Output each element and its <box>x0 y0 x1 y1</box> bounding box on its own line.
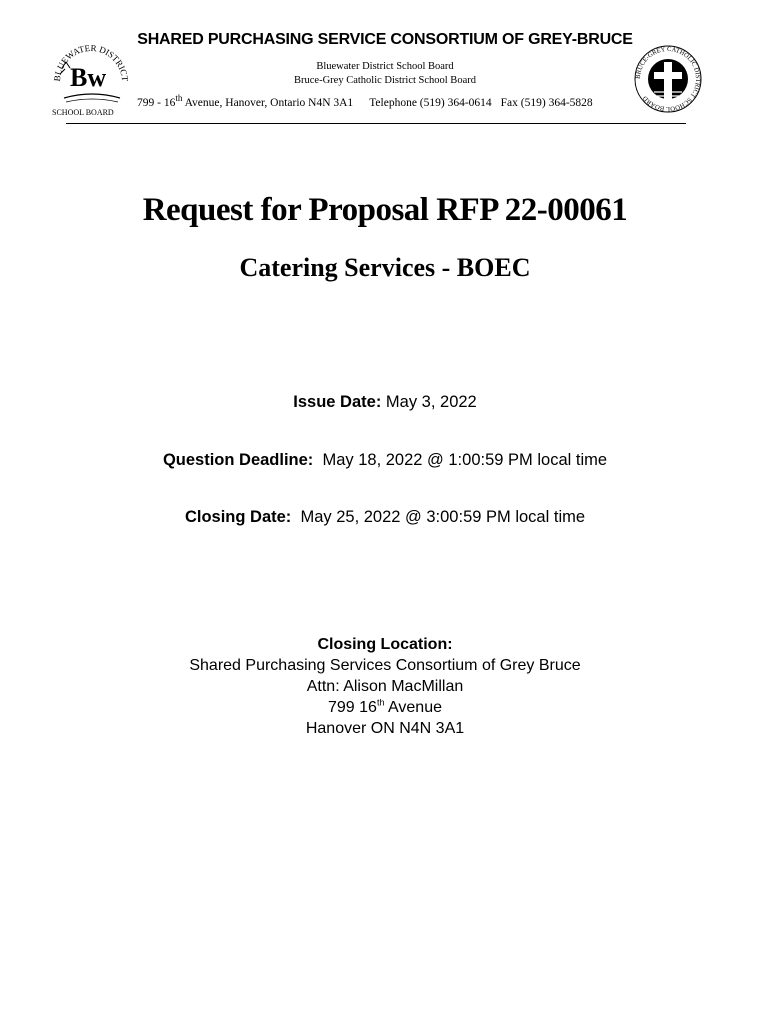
bluewater-logo-bottom-text: SCHOOL BOARD <box>52 108 114 117</box>
catholic-logo-arc-text: BRUCE-GREY CATHOLIC DISTRICT SCHOOL BOARD <box>634 45 702 113</box>
board-name-bruce-grey: Bruce-Grey Catholic District School Board <box>294 75 476 86</box>
board-name-bluewater: Bluewater District School Board <box>316 61 454 72</box>
question-deadline-value: May 18, 2022 @ 1:00:59 PM local time <box>313 451 608 469</box>
bluewater-logo-arc-text: BLUEWATER DISTRICT <box>52 42 130 82</box>
header-divider <box>66 123 686 124</box>
closing-location <box>0 634 770 739</box>
closing-location-line1: Shared Purchasing Services Consortium of Grey Bruce <box>189 657 581 674</box>
closing-date-label: Closing Date: <box>184 508 292 526</box>
location-street-ordinal: th <box>376 697 385 708</box>
address-rest: Avenue, Hanover, Ontario N4N 3A1 <box>182 97 354 109</box>
issue-date-value: May 3, 2022 <box>381 393 477 411</box>
closing-location-line3 <box>0 697 770 718</box>
location-street-rest: Avenue <box>384 699 442 716</box>
closing-date-value: May 25, 2022 @ 3:00:59 PM local time <box>291 508 586 526</box>
document-title: Request for Proposal RFP 22-00061 <box>142 192 628 228</box>
contact-line <box>137 93 593 109</box>
telephone: Telephone (519) 364-0614 <box>369 97 492 109</box>
consortium-name: SHARED PURCHASING SERVICE CONSORTIUM OF GREY-BRUCE <box>137 31 633 48</box>
location-street-number: 799 16 <box>328 699 377 716</box>
closing-location-heading: Closing Location: <box>317 636 453 653</box>
address-ordinal: th <box>175 93 183 104</box>
closing-date <box>0 508 770 527</box>
bluewater-logo-monogram: Bw <box>70 63 107 92</box>
closing-location-line4: Hanover ON N4N 3A1 <box>305 720 465 737</box>
issue-date <box>0 393 770 412</box>
address-number: 799 - 16 <box>137 97 176 109</box>
document-subtitle: Catering Services - BOEC <box>239 253 531 282</box>
fax: Fax (519) 364-5828 <box>500 97 593 109</box>
question-deadline-label: Question Deadline: <box>162 451 314 469</box>
closing-location-line2: Attn: Alison MacMillan <box>306 678 464 695</box>
question-deadline <box>0 451 770 470</box>
issue-date-label: Issue Date: <box>293 393 382 411</box>
